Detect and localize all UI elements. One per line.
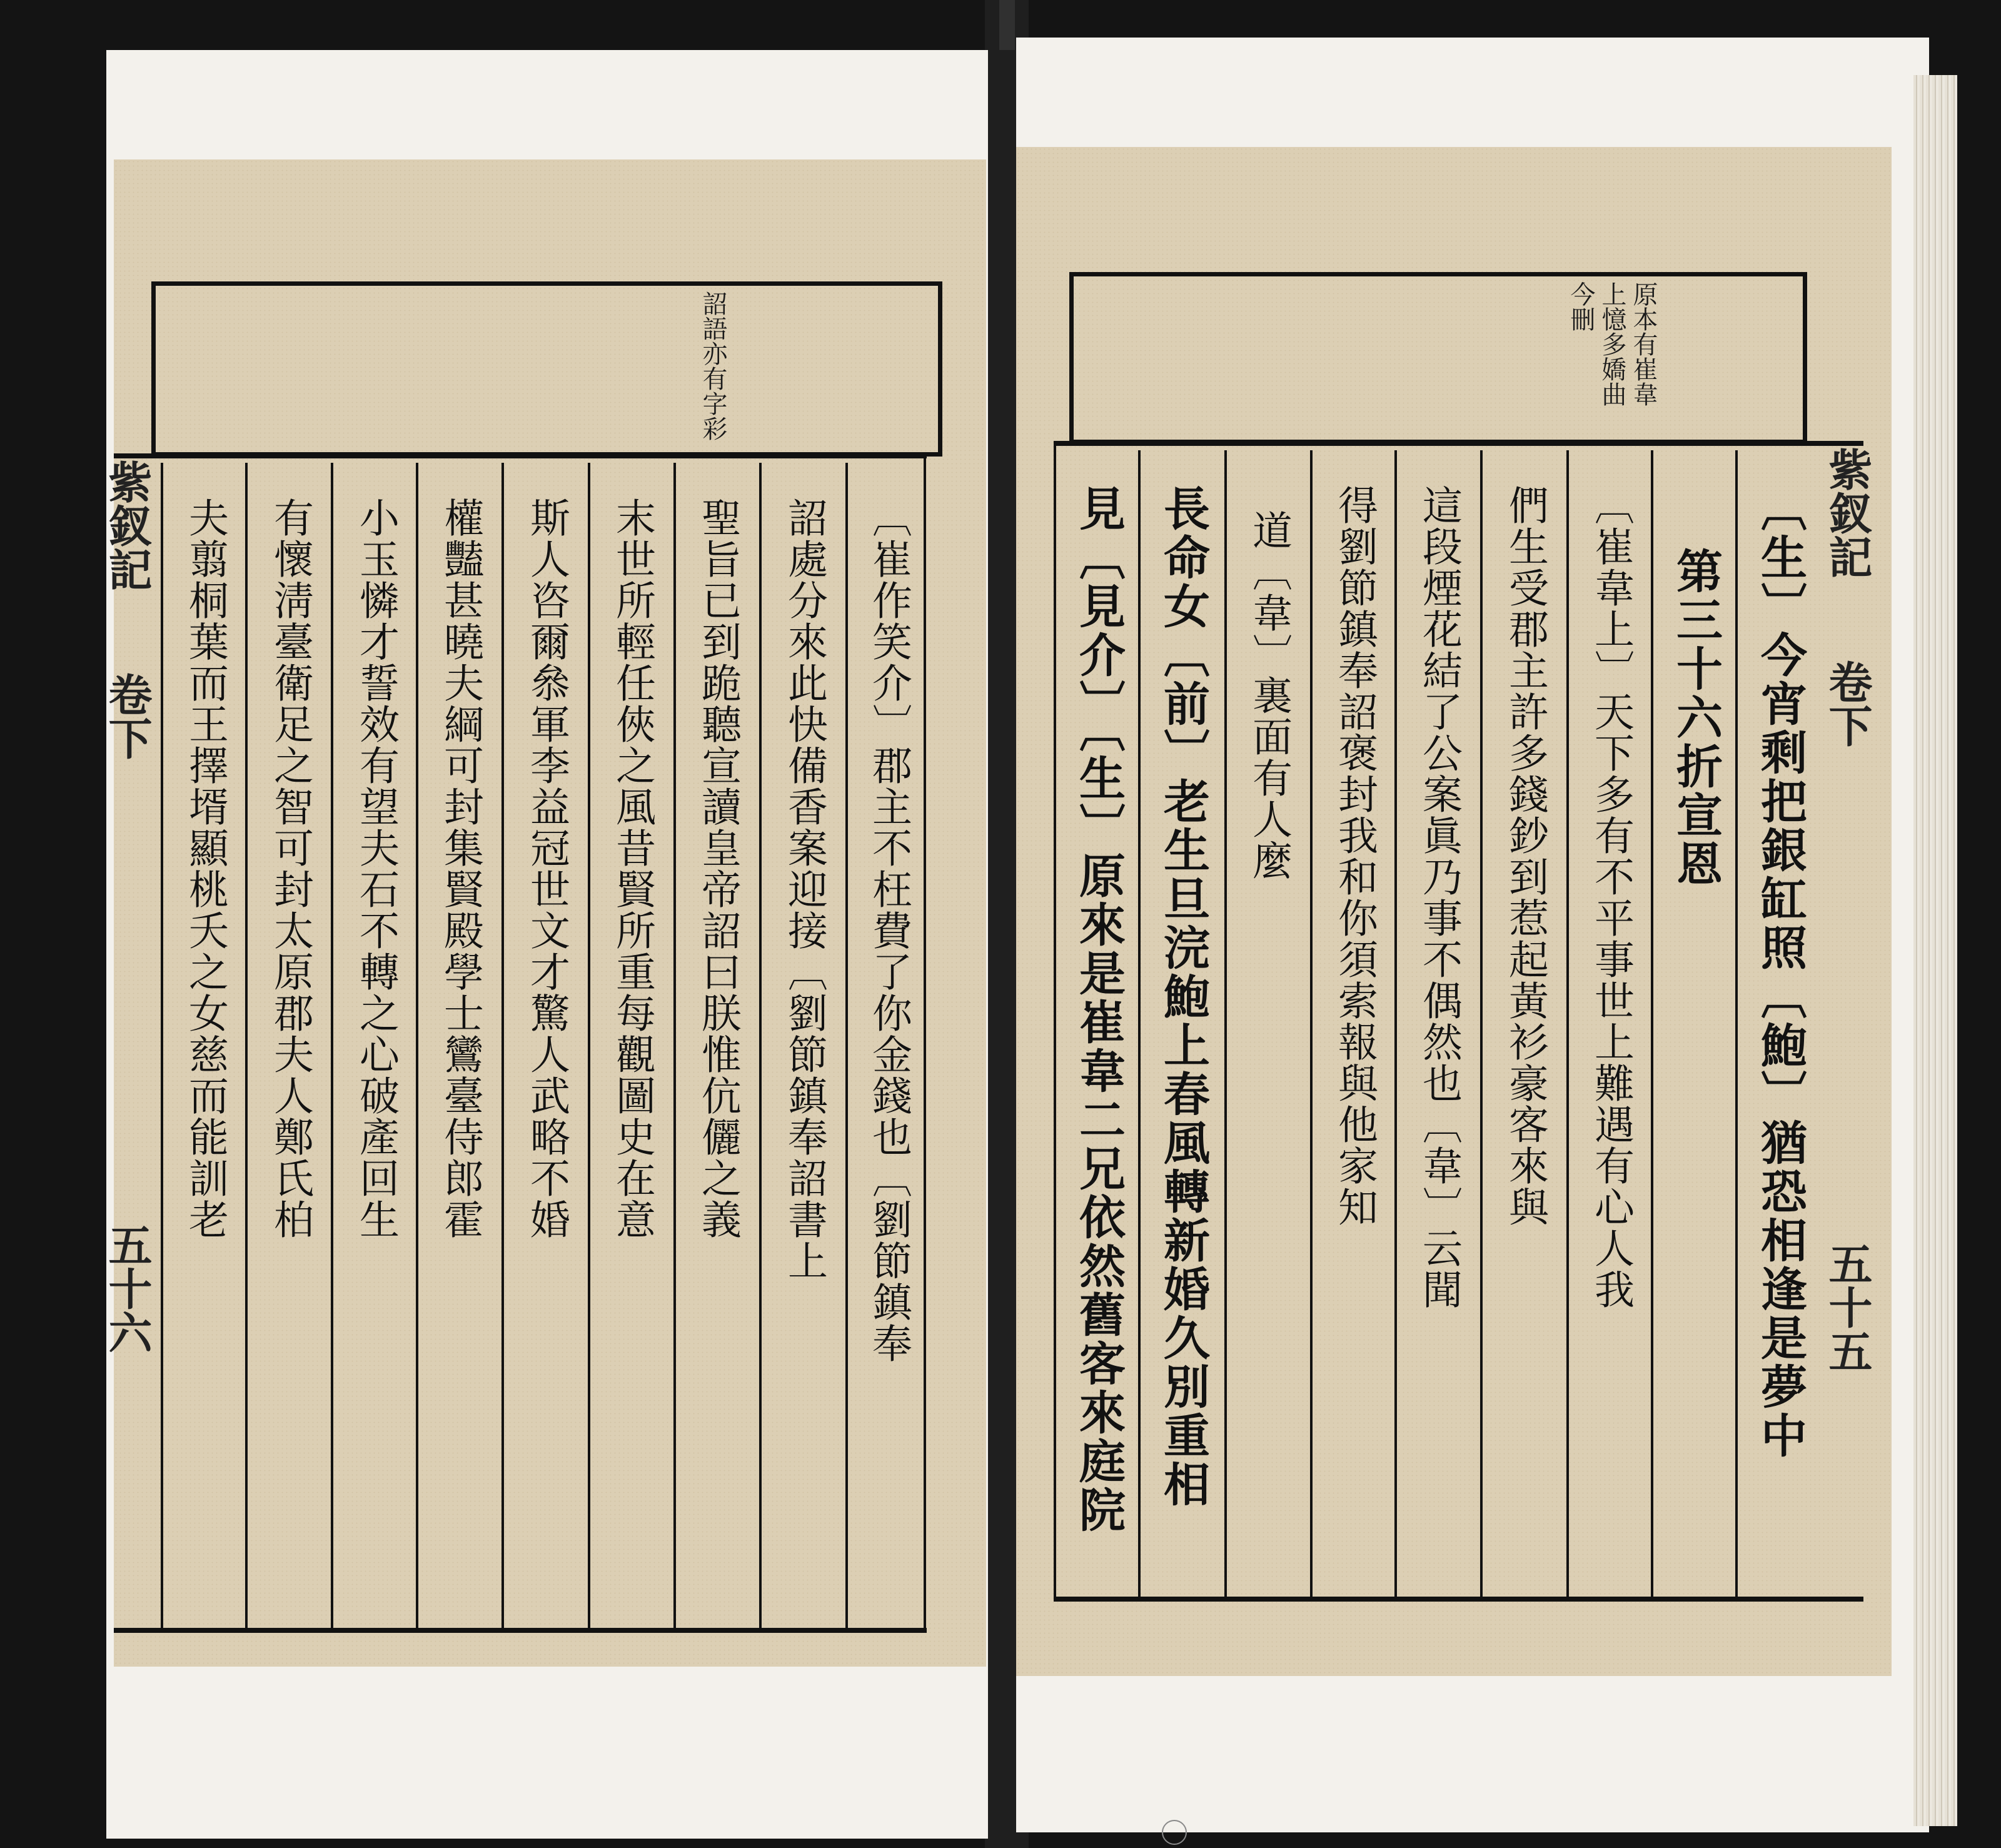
page-stack-edge	[1913, 75, 1957, 1826]
left-divider	[245, 463, 248, 1628]
left-frame-top	[114, 453, 927, 458]
right-column-6: 得劉節鎮奉詔褒封我和你須索報與他家知	[1331, 485, 1378, 1228]
left-divider	[502, 463, 504, 1628]
left-page	[101, 159, 986, 1667]
right-divider	[1566, 450, 1569, 1597]
right-column-8: 長命女〔前〕老生旦浣鮑上春風轉新婚久別重相	[1156, 485, 1210, 1509]
right-divider	[1138, 450, 1141, 1597]
left-column-3: 聖旨已到跪聽宣讀皇帝詔曰朕惟伉儷之義	[695, 497, 741, 1240]
left-column-7: 小玉憐才誓效有望夫石不轉之心破產回生	[353, 497, 399, 1240]
right-divider	[1480, 450, 1483, 1597]
left-column-4: 末世所輕任俠之風昔賢所重每觀圖史在意	[609, 497, 655, 1240]
right-margin-folio: 五十五	[1822, 1241, 1873, 1373]
left-divider	[161, 463, 163, 1628]
left-divider	[673, 463, 676, 1628]
right-frame-left	[1054, 441, 1056, 1602]
library-seal-icon	[1162, 1820, 1187, 1845]
right-divider	[1310, 450, 1313, 1597]
right-headnote-line-3: 今刪	[1566, 281, 1595, 331]
left-margin-title: 紫釵記	[101, 460, 153, 591]
right-column-1: 〔生〕今宵剩把銀缸照〔鮑〕猶恐相逢是夢中	[1753, 485, 1807, 1460]
left-margin-juan: 卷下	[101, 672, 153, 760]
left-column-8: 有懷淸臺衛足之智可封太原郡夫人鄭氏柏	[267, 497, 313, 1240]
right-headnote-frame	[1069, 272, 1807, 444]
left-frame-bottom	[114, 1628, 927, 1633]
right-frame-top	[1054, 441, 1863, 446]
left-divider	[845, 463, 848, 1628]
left-margin-folio: 五十六	[101, 1223, 153, 1354]
right-divider	[1735, 450, 1738, 1597]
right-margin-title: 紫釵記	[1822, 447, 1873, 578]
left-headnote: 詔語亦有字彩	[698, 291, 727, 441]
left-frame-right	[924, 453, 926, 1633]
right-divider	[1224, 450, 1227, 1597]
right-headnote-line-1: 原本有崔韋	[1629, 281, 1658, 406]
right-column-5: 這段煙花結了公案眞乃事不偶然也〔韋〕云聞	[1416, 485, 1462, 1310]
right-column-9: 見〔見介〕〔生〕原來是崔韋二兄依然舊客來庭院	[1072, 485, 1126, 1535]
left-column-1: 〔崔作笑介〕郡主不枉費了你金錢也〔劉節鎮奉	[865, 497, 912, 1364]
left-headnote-frame	[151, 281, 942, 457]
left-column-5: 斯人咨爾叅軍李益冠世文才驚人武略不婚	[523, 497, 570, 1240]
right-divider	[1651, 450, 1653, 1597]
left-column-2: 詔處分來此快備香案迎接〔劉節鎮奉詔書上	[781, 497, 827, 1281]
right-headnote-line-2: 上憶多嬌曲	[1598, 281, 1626, 406]
left-divider	[588, 463, 590, 1628]
left-column-6: 權豔甚曉夫綱可封集賢殿學士鸞臺侍郎霍	[437, 497, 483, 1240]
right-column-4: 們生受郡主許多錢鈔到惹起黃衫豪客來與	[1502, 485, 1548, 1228]
left-column-9: 夫翦桐葉而王擇壻顯桃夭之女慈而能訓老	[182, 497, 228, 1240]
right-margin-juan: 卷下	[1822, 660, 1873, 747]
left-divider	[759, 463, 762, 1628]
right-page	[1016, 147, 1892, 1676]
right-column-7: 道〔韋〕裏面有人麼	[1246, 510, 1292, 881]
right-column-2-heading: 第三十六折宣恩	[1669, 547, 1723, 889]
right-divider	[1394, 450, 1397, 1597]
left-divider	[331, 463, 333, 1628]
right-column-3: 〔崔韋上〕天下多有不平事世上難遇有心人我	[1588, 485, 1634, 1310]
book-spine-edge	[999, 0, 1015, 50]
left-divider	[416, 463, 418, 1628]
